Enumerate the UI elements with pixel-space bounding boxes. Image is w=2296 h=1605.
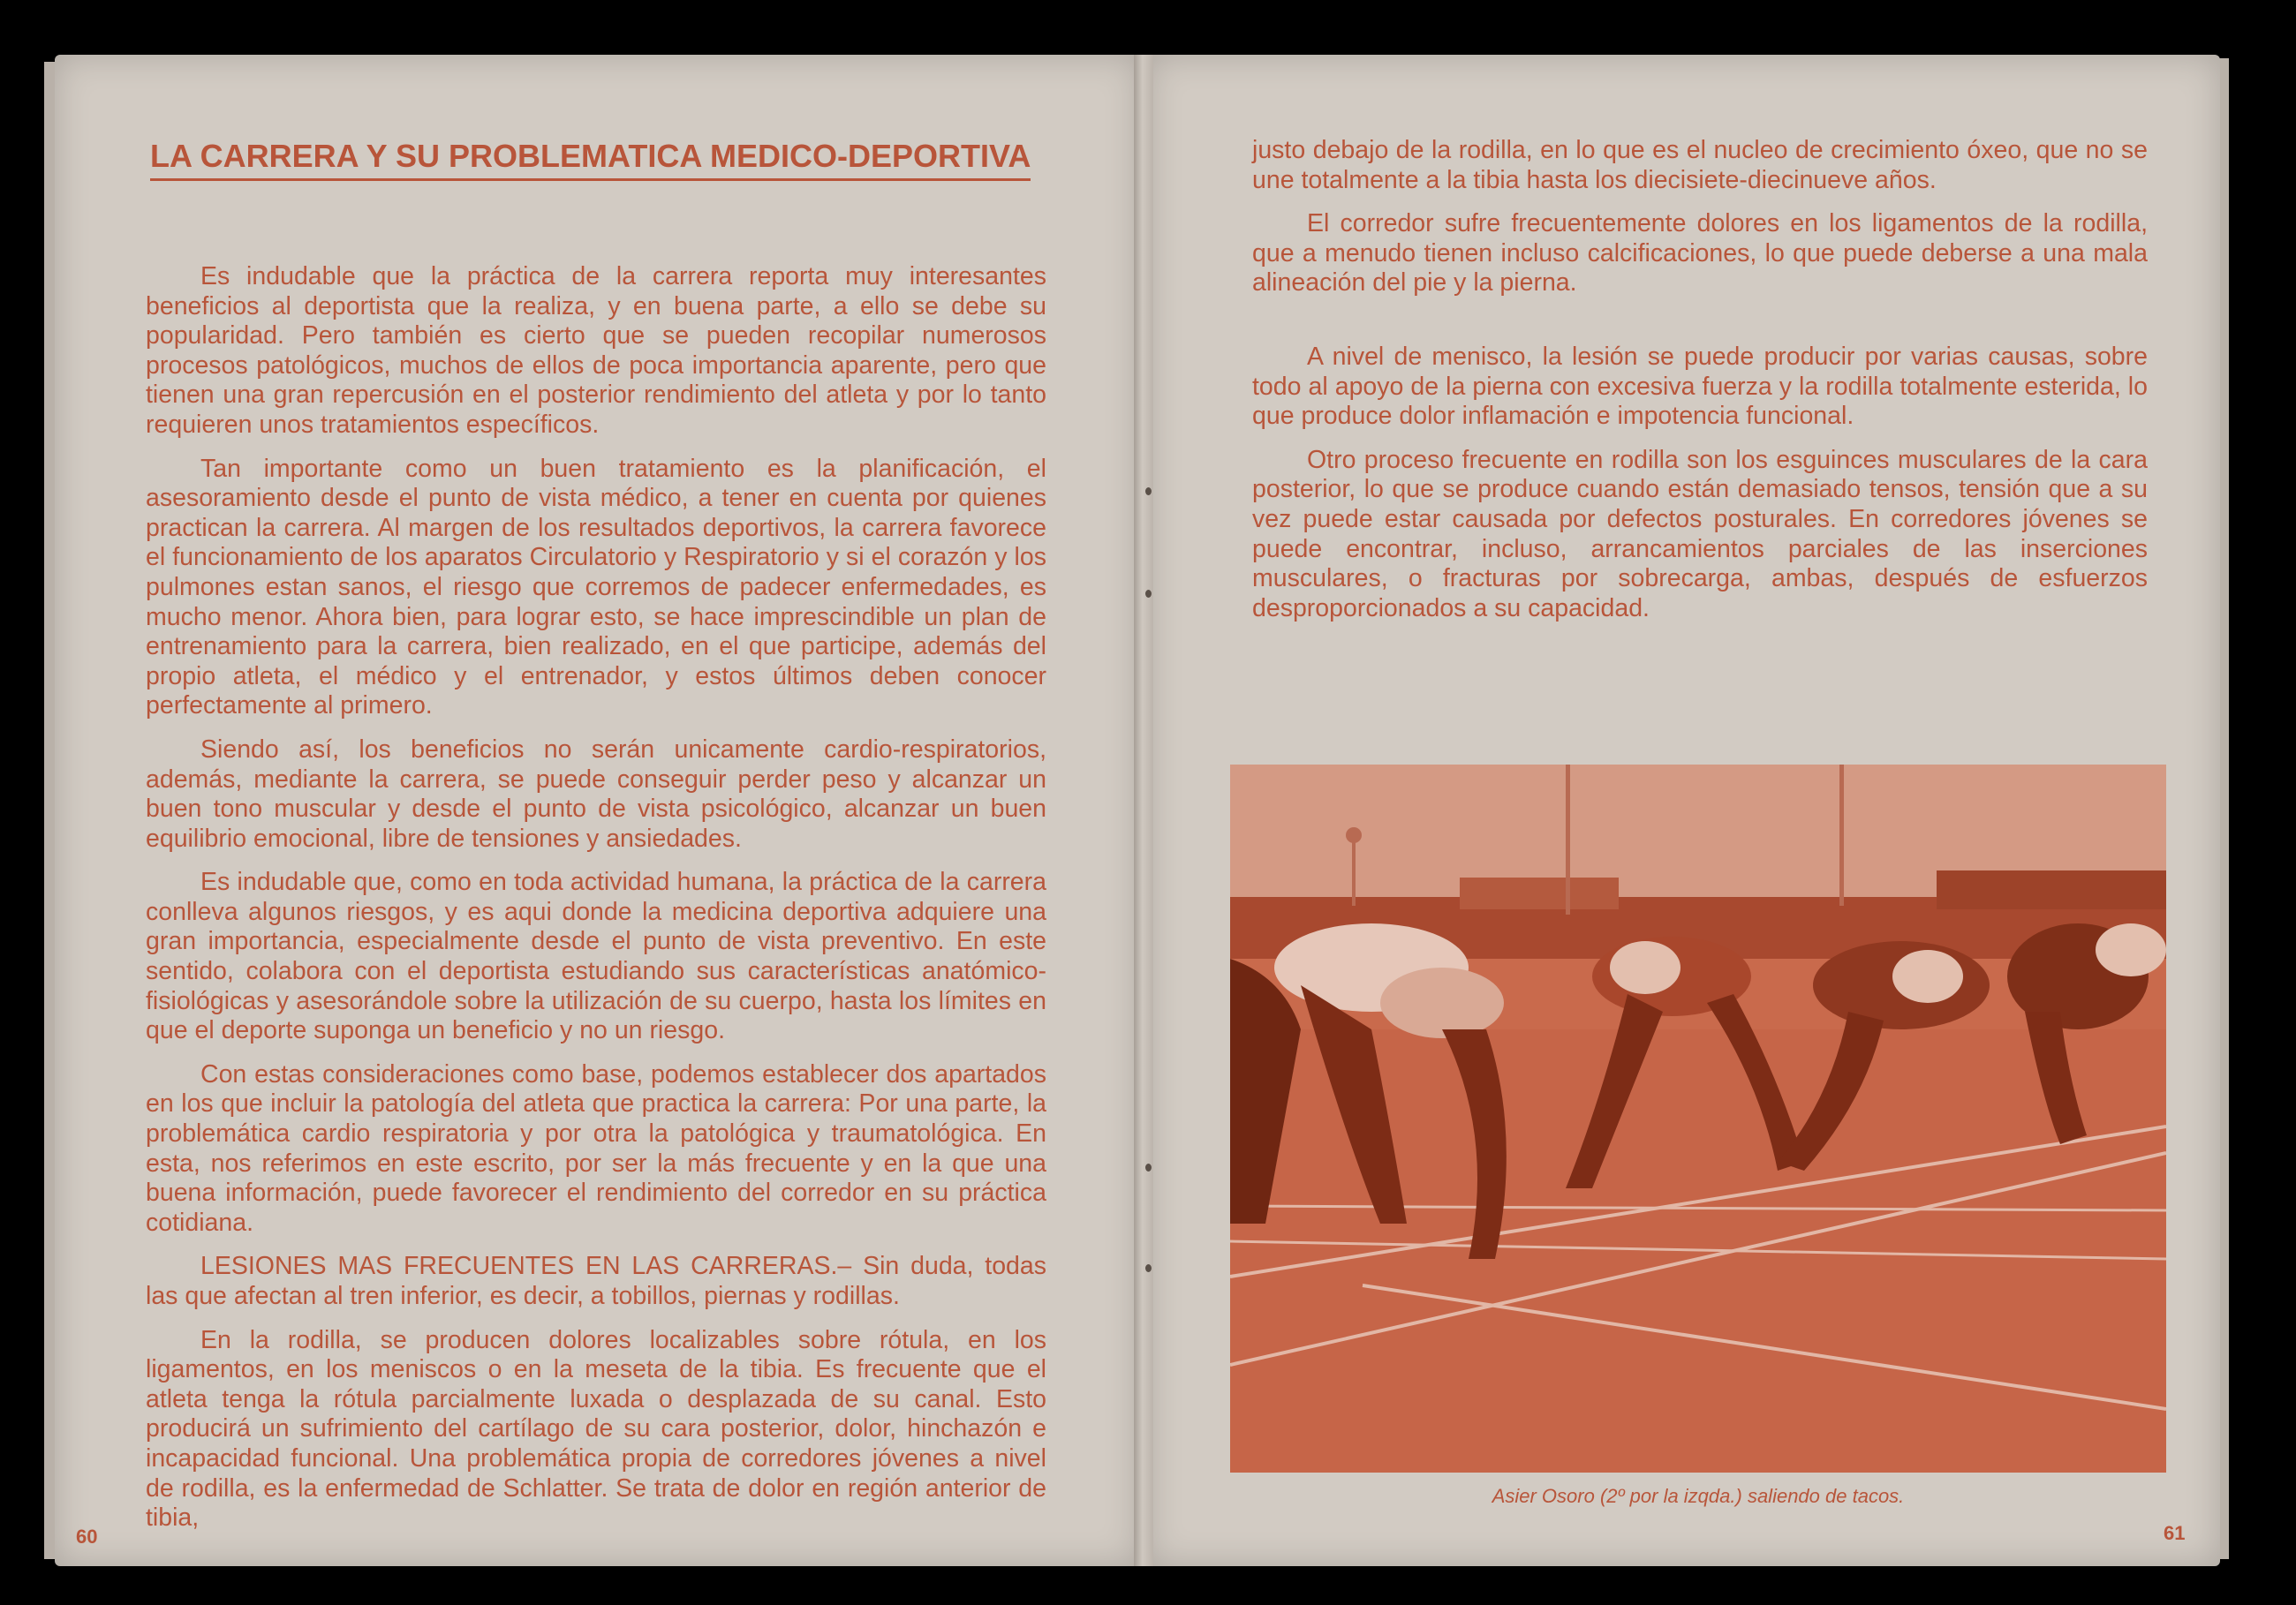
paragraph: Otro proceso frecuente en rodilla son los esguinces musculares de la cara posterior, lo que se produce cuando están demasiado tensos, tensión que a su vez puede estar causada por defectos posturales. En corredores jóvenes se puede encontrar, incluso, arrancamientos parciales de las inserciones musculares, o fracturas por sobrecarga, ambas, después de esfuerzos desproporcionados a su capacidad. <box>1252 445 2148 622</box>
paragraph: El corredor sufre frecuentemente dolores en los ligamentos de la rodilla, que a menudo tienen incluso calcificaciones, lo que puede deberse a una mala alineación del pie y la pierna. <box>1252 209 2148 298</box>
right-column-text <box>1252 136 2148 637</box>
paragraph: En la rodilla, se producen dolores localizables sobre rótula, en los ligamentos, en los meniscos o en la meseta de la tibia. Es frecuente que el atleta tenga la rótula parcialmente luxada o desplazada de su canal. Esto producirá un sufrimiento del cartílago de su cara posterior, dolor, hinchazón e incapacidad funcional. Una problemática propia de corredores jóvenes a nivel de rodilla, es la enfermedad de Schlatter. Se trata de dolor en región anterior de tibia, <box>146 1325 1046 1533</box>
binding-hole <box>1145 1264 1152 1272</box>
binding-hole <box>1145 1164 1152 1172</box>
paragraph: Siendo así, los beneficios no serán unicamente cardio-respiratorios, además, mediante la carrera, se puede conseguir perder peso y alcanzar un buen tono muscular y desde el punto de vista psicológico, alcanzar un buen equilibrio emocional, libre de tensiones y ansiedades. <box>146 735 1046 853</box>
paragraph: justo debajo de la rodilla, en lo que es el nucleo de crecimiento óxeo, que no se une totalmente a la tibia hasta los diecisiete-diecinueve años. <box>1252 136 2148 194</box>
binding-hole <box>1145 487 1152 495</box>
paragraph: Con estas consideraciones como base, podemos establecer dos apartados en los que incluir la patología del atleta que practica la carrera: Por una parte, la problemática cardio respiratoria y por otra la patológica y traumatológica. En esta, nos referimos en este escrito, por ser la más frecuente y en la que una buena información, puede favorecer el rendimiento del corredor en su práctica cotidiana. <box>146 1059 1046 1237</box>
left-column-text <box>146 262 1046 1533</box>
page-number-right: 61 <box>2164 1522 2186 1544</box>
paragraph: Tan importante como un buen tratamiento es la planificación, el asesoramiento desde el punto de vista médico, a tener en cuenta por quienes practican la carrera. Al margen de los resultados deportivos, la carrera favorece el funcionamiento de los aparatos Circulatorio y Respiratorio y si el corazón y los pulmones estan sanos, el riesgo que corremos de padecer enfermedades, es mucho menor. Ahora bien, para lograr esto, se hace imprescindible un plan de entrenamiento para la carrera, bien realizado, en el que participe, además del propio atleta, el médico y el entrenador, y estos últimos deben conocer perfectamente al primero. <box>146 454 1046 720</box>
paragraph: Es indudable que, como en toda actividad humana, la práctica de la carrera conlleva algunos riesgos, y es aqui donde la medicina deportiva adquiere una gran importancia, especialmente desde el punto de vista preventivo. En este sentido, colabora con el deportista estudiando sus características anatómico-fisiológicas y asesorándole sobre la utilización de su cuerpo, hasta los límites en que el deporte suponga un beneficio y no un riesgo. <box>146 868 1046 1045</box>
binding-hole <box>1145 590 1152 598</box>
page-title: LA CARRERA Y SU PROBLEMATICA MEDICO-DEPORTIVA <box>150 138 1031 181</box>
paragraph: Es indudable que la práctica de la carrera reporta muy interesantes beneficios al deportista que la realiza, y en buena parte, a ello se debe su popularidad. Pero también es cierto que se pueden recopilar numerosos procesos patológicos, muchos de ellos de poca importancia aparente, pero que tienen una gran repercusión en el posterior rendimiento del atleta y por lo tanto requieren unos tratamientos específicos. <box>146 262 1046 439</box>
photo-caption: Asier Osoro (2º por la izqda.) saliendo de tacos. <box>1492 1485 1905 1507</box>
page-number-left: 60 <box>76 1526 98 1548</box>
paragraph: A nivel de menisco, la lesión se puede producir por varias causas, sobre todo al apoyo de la pierna con excesiva fuerza y la rodilla totalmente esterida, lo que produce dolor inflamación e impotencia funcional. <box>1252 342 2148 431</box>
paragraph: LESIONES MAS FRECUENTES EN LAS CARRERAS.– Sin duda, todas las que afectan al tren inferior, es decir, a tobillos, piernas y rodillas. <box>146 1252 1046 1310</box>
book-spine <box>1134 55 1153 1566</box>
runners-start-photo <box>1230 765 2166 1473</box>
